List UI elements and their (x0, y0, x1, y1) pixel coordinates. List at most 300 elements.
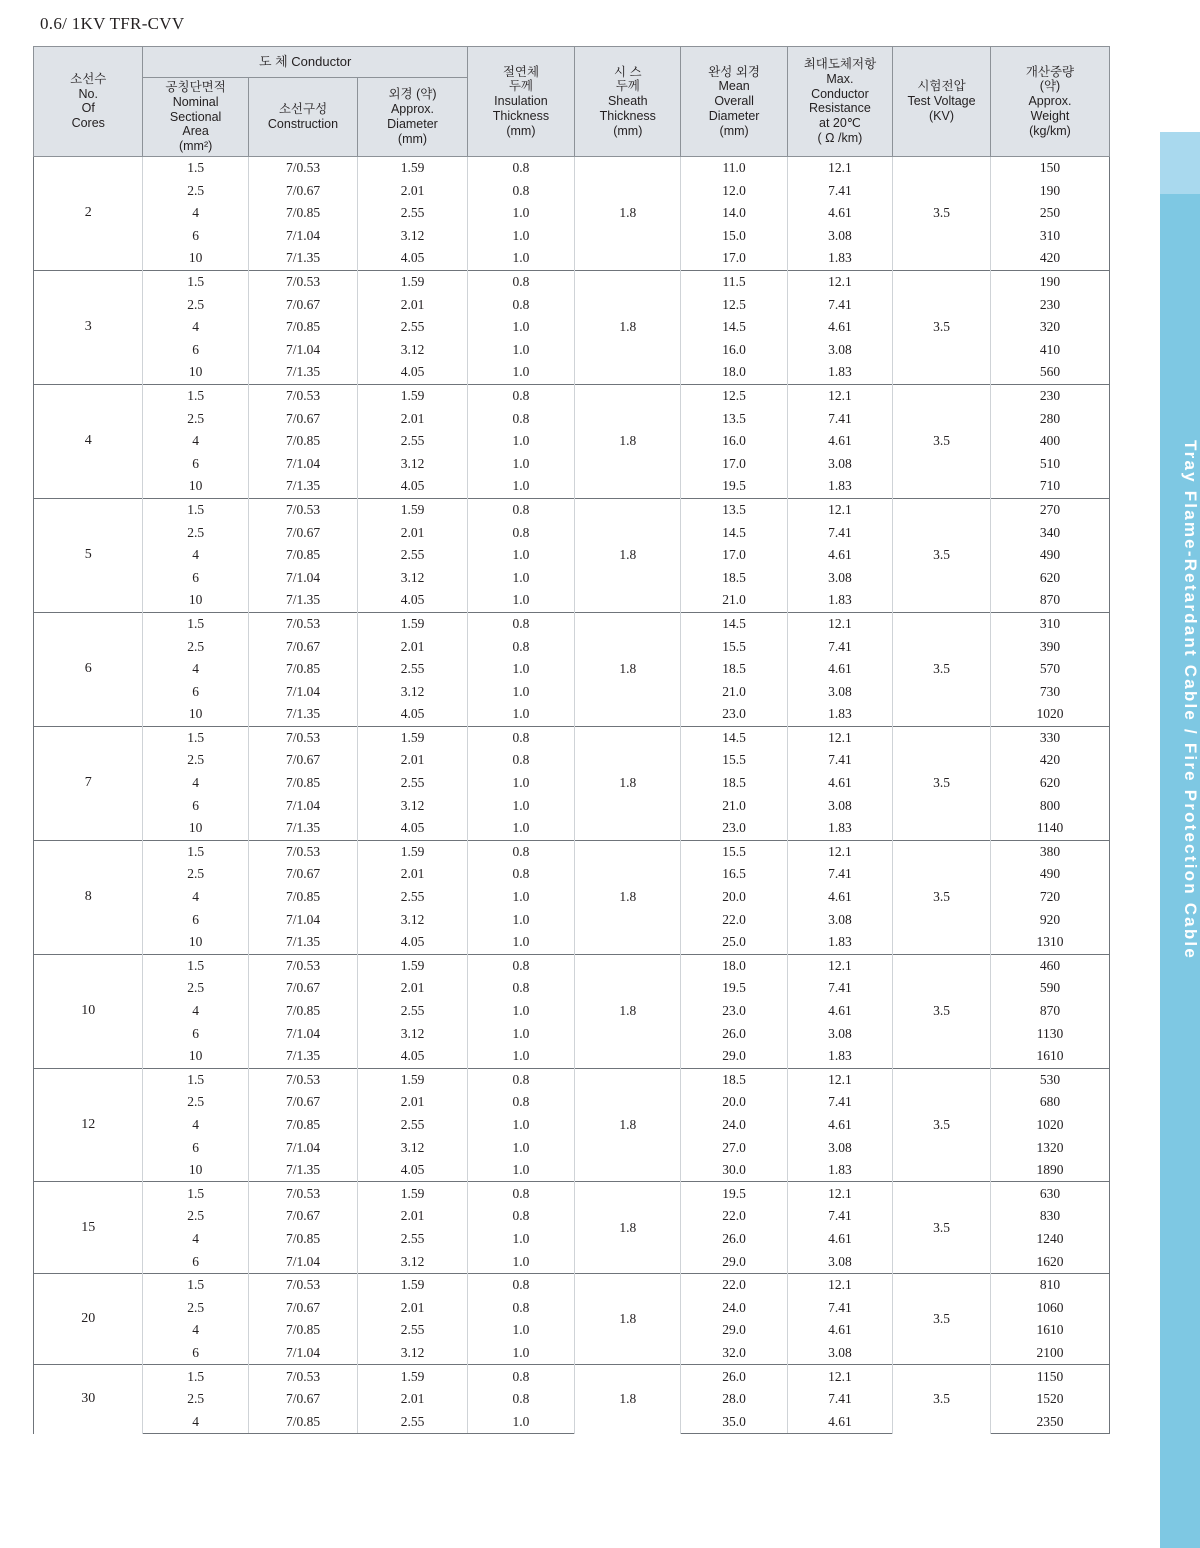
cell-test-voltage: 3.5 (893, 726, 991, 840)
cell-insulation-thickness: 1.0 (467, 794, 574, 817)
cell-approx-diameter: 1.59 (358, 384, 468, 407)
cell-approx-diameter: 1.59 (358, 612, 468, 635)
cell-mean-overall-diameter: 22.0 (681, 908, 787, 931)
cell-approx-diameter: 3.12 (358, 339, 468, 362)
cell-nominal-sectional-area: 6 (143, 1136, 248, 1159)
cell-max-conductor-resistance: 4.61 (787, 202, 892, 225)
cell-no-of-cores: 2 (34, 156, 143, 270)
cell-approx-diameter: 4.05 (358, 931, 468, 954)
table-row (34, 612, 1110, 635)
cell-construction: 7/0.85 (248, 886, 357, 909)
cell-insulation-thickness: 0.8 (467, 977, 574, 1000)
cell-approx-diameter: 1.59 (358, 270, 468, 293)
cell-nominal-sectional-area: 4 (143, 202, 248, 225)
cell-nominal-sectional-area: 2.5 (143, 521, 248, 544)
cell-max-conductor-resistance: 1.83 (787, 817, 892, 840)
cell-approx-weight: 420 (990, 749, 1109, 772)
cell-insulation-thickness: 1.0 (467, 1228, 574, 1251)
cell-max-conductor-resistance: 3.08 (787, 339, 892, 362)
cell-insulation-thickness: 1.0 (467, 1342, 574, 1365)
cell-nominal-sectional-area: 6 (143, 1022, 248, 1045)
cell-approx-diameter: 3.12 (358, 1250, 468, 1273)
cell-approx-weight: 1310 (990, 931, 1109, 954)
cell-approx-weight: 490 (990, 863, 1109, 886)
cell-construction: 7/1.35 (248, 703, 357, 726)
cell-approx-weight: 870 (990, 1000, 1109, 1023)
cell-nominal-sectional-area: 10 (143, 589, 248, 612)
cell-approx-diameter: 2.55 (358, 1228, 468, 1251)
cell-approx-diameter: 2.55 (358, 544, 468, 567)
cell-mean-overall-diameter: 29.0 (681, 1319, 787, 1342)
cell-approx-diameter: 1.59 (358, 156, 468, 179)
cell-approx-weight: 810 (990, 1273, 1109, 1296)
cell-mean-overall-diameter: 14.5 (681, 521, 787, 544)
cell-approx-diameter: 1.59 (358, 840, 468, 863)
cell-mean-overall-diameter: 28.0 (681, 1388, 787, 1411)
cell-construction: 7/0.85 (248, 1228, 357, 1251)
cell-max-conductor-resistance: 1.83 (787, 1045, 892, 1068)
cell-approx-weight: 620 (990, 772, 1109, 795)
cell-approx-weight: 1320 (990, 1136, 1109, 1159)
cell-approx-weight: 870 (990, 589, 1109, 612)
cell-max-conductor-resistance: 3.08 (787, 225, 892, 248)
cell-nominal-sectional-area: 10 (143, 1159, 248, 1182)
cell-test-voltage: 3.5 (893, 954, 991, 1068)
cell-max-conductor-resistance: 12.1 (787, 156, 892, 179)
cell-approx-diameter: 4.05 (358, 1159, 468, 1182)
cell-approx-weight: 1130 (990, 1022, 1109, 1045)
cell-no-of-cores: 5 (34, 498, 143, 612)
cell-approx-diameter: 1.59 (358, 1182, 468, 1205)
cell-approx-diameter: 2.55 (358, 316, 468, 339)
cell-sheath-thickness: 1.8 (575, 156, 681, 270)
cell-mean-overall-diameter: 22.0 (681, 1205, 787, 1228)
cell-construction: 7/0.53 (248, 1068, 357, 1091)
cell-approx-weight: 1620 (990, 1250, 1109, 1273)
cell-insulation-thickness: 1.0 (467, 202, 574, 225)
cell-nominal-sectional-area: 1.5 (143, 1365, 248, 1388)
cell-insulation-thickness: 0.8 (467, 840, 574, 863)
cell-max-conductor-resistance: 7.41 (787, 293, 892, 316)
cell-mean-overall-diameter: 18.5 (681, 772, 787, 795)
cell-approx-weight: 320 (990, 316, 1109, 339)
cell-max-conductor-resistance: 4.61 (787, 1410, 892, 1433)
cell-approx-diameter: 1.59 (358, 1273, 468, 1296)
cell-insulation-thickness: 1.0 (467, 1045, 574, 1068)
cell-approx-weight: 270 (990, 498, 1109, 521)
cell-approx-weight: 1610 (990, 1319, 1109, 1342)
cell-approx-diameter: 1.59 (358, 954, 468, 977)
cell-mean-overall-diameter: 19.5 (681, 977, 787, 1000)
cell-insulation-thickness: 1.0 (467, 1250, 574, 1273)
cell-nominal-sectional-area: 6 (143, 566, 248, 589)
cell-max-conductor-resistance: 12.1 (787, 498, 892, 521)
cell-construction: 7/0.85 (248, 202, 357, 225)
cell-approx-diameter: 3.12 (358, 908, 468, 931)
cell-sheath-thickness: 1.8 (575, 384, 681, 498)
table-header (34, 47, 1110, 157)
cell-no-of-cores: 30 (34, 1365, 143, 1434)
cell-construction: 7/1.35 (248, 1045, 357, 1068)
cell-nominal-sectional-area: 6 (143, 794, 248, 817)
cell-test-voltage: 3.5 (893, 612, 991, 726)
cell-mean-overall-diameter: 24.0 (681, 1114, 787, 1137)
cell-max-conductor-resistance: 1.83 (787, 247, 892, 270)
cell-construction: 7/0.53 (248, 954, 357, 977)
th-test-voltage: 시험전압 Test Voltage (KV) (893, 47, 991, 157)
cell-approx-diameter: 2.55 (358, 1114, 468, 1137)
cell-approx-weight: 230 (990, 293, 1109, 316)
cell-max-conductor-resistance: 3.08 (787, 566, 892, 589)
cell-max-conductor-resistance: 1.83 (787, 475, 892, 498)
cell-approx-weight: 420 (990, 247, 1109, 270)
cell-max-conductor-resistance: 12.1 (787, 1068, 892, 1091)
cell-sheath-thickness: 1.8 (575, 1365, 681, 1434)
cell-max-conductor-resistance: 4.61 (787, 1228, 892, 1251)
cell-nominal-sectional-area: 4 (143, 886, 248, 909)
th-approx-diameter: 외경 (약) Approx. Diameter (mm) (358, 78, 468, 157)
cell-insulation-thickness: 1.0 (467, 316, 574, 339)
cell-approx-weight: 570 (990, 658, 1109, 681)
cell-construction: 7/0.53 (248, 1182, 357, 1205)
cell-construction: 7/1.04 (248, 566, 357, 589)
cell-approx-diameter: 2.55 (358, 202, 468, 225)
cell-approx-weight: 490 (990, 544, 1109, 567)
cell-max-conductor-resistance: 12.1 (787, 840, 892, 863)
table-row (34, 954, 1110, 977)
cell-insulation-thickness: 1.0 (467, 886, 574, 909)
cell-construction: 7/1.04 (248, 1342, 357, 1365)
cell-mean-overall-diameter: 17.0 (681, 544, 787, 567)
cell-nominal-sectional-area: 4 (143, 1319, 248, 1342)
cell-max-conductor-resistance: 12.1 (787, 384, 892, 407)
cell-insulation-thickness: 0.8 (467, 1091, 574, 1114)
cell-construction: 7/1.04 (248, 225, 357, 248)
cell-mean-overall-diameter: 26.0 (681, 1022, 787, 1045)
table-row (34, 726, 1110, 749)
cell-mean-overall-diameter: 29.0 (681, 1250, 787, 1273)
cell-insulation-thickness: 0.8 (467, 1205, 574, 1228)
cell-max-conductor-resistance: 3.08 (787, 908, 892, 931)
cell-approx-weight: 250 (990, 202, 1109, 225)
cell-construction: 7/1.35 (248, 361, 357, 384)
cell-sheath-thickness: 1.8 (575, 1182, 681, 1273)
cell-approx-diameter: 2.01 (358, 977, 468, 1000)
cell-mean-overall-diameter: 22.0 (681, 1273, 787, 1296)
cell-construction: 7/0.53 (248, 1365, 357, 1388)
cell-insulation-thickness: 0.8 (467, 954, 574, 977)
cell-approx-diameter: 2.55 (358, 1000, 468, 1023)
cell-nominal-sectional-area: 4 (143, 1410, 248, 1433)
cell-max-conductor-resistance: 7.41 (787, 977, 892, 1000)
cell-approx-weight: 1060 (990, 1296, 1109, 1319)
cell-mean-overall-diameter: 16.5 (681, 863, 787, 886)
cell-mean-overall-diameter: 20.0 (681, 1091, 787, 1114)
cell-mean-overall-diameter: 12.0 (681, 179, 787, 202)
cell-mean-overall-diameter: 19.5 (681, 475, 787, 498)
th-max-conductor-resistance: 최대도체저항 Max. Conductor Resistance at 20℃ ( Ω /km) (787, 47, 892, 157)
cell-construction: 7/1.35 (248, 247, 357, 270)
cell-nominal-sectional-area: 10 (143, 1045, 248, 1068)
cell-approx-diameter: 2.01 (358, 293, 468, 316)
cell-mean-overall-diameter: 23.0 (681, 817, 787, 840)
cell-construction: 7/0.53 (248, 612, 357, 635)
cell-max-conductor-resistance: 7.41 (787, 1388, 892, 1411)
cell-approx-weight: 920 (990, 908, 1109, 931)
cell-construction: 7/0.85 (248, 1000, 357, 1023)
cell-max-conductor-resistance: 3.08 (787, 1022, 892, 1045)
cell-sheath-thickness: 1.8 (575, 1273, 681, 1364)
cell-max-conductor-resistance: 7.41 (787, 1205, 892, 1228)
cell-mean-overall-diameter: 26.0 (681, 1228, 787, 1251)
cell-nominal-sectional-area: 1.5 (143, 1273, 248, 1296)
cell-nominal-sectional-area: 6 (143, 1250, 248, 1273)
cell-approx-diameter: 2.01 (358, 863, 468, 886)
cell-insulation-thickness: 0.8 (467, 384, 574, 407)
cell-mean-overall-diameter: 19.5 (681, 1182, 787, 1205)
cell-construction: 7/0.67 (248, 1091, 357, 1114)
cell-approx-weight: 460 (990, 954, 1109, 977)
cell-approx-weight: 530 (990, 1068, 1109, 1091)
cell-insulation-thickness: 1.0 (467, 1114, 574, 1137)
cell-max-conductor-resistance: 7.41 (787, 635, 892, 658)
cell-approx-diameter: 2.55 (358, 658, 468, 681)
cell-insulation-thickness: 0.8 (467, 179, 574, 202)
cell-insulation-thickness: 0.8 (467, 1273, 574, 1296)
cell-nominal-sectional-area: 1.5 (143, 726, 248, 749)
cell-mean-overall-diameter: 20.0 (681, 886, 787, 909)
th-sheath-thickness: 시 스 두께 Sheath Thickness (mm) (575, 47, 681, 157)
cell-construction: 7/0.67 (248, 179, 357, 202)
cell-max-conductor-resistance: 4.61 (787, 1000, 892, 1023)
cell-nominal-sectional-area: 4 (143, 658, 248, 681)
cell-insulation-thickness: 1.0 (467, 772, 574, 795)
cell-insulation-thickness: 0.8 (467, 1296, 574, 1319)
cell-nominal-sectional-area: 4 (143, 1000, 248, 1023)
cell-approx-diameter: 3.12 (358, 1022, 468, 1045)
cell-nominal-sectional-area: 1.5 (143, 612, 248, 635)
cell-approx-diameter: 4.05 (358, 247, 468, 270)
th-cores: 소선수 No. Of Cores (34, 47, 143, 157)
cell-construction: 7/0.67 (248, 1205, 357, 1228)
cell-approx-weight: 800 (990, 794, 1109, 817)
cell-insulation-thickness: 0.8 (467, 726, 574, 749)
cell-approx-diameter: 2.01 (358, 1388, 468, 1411)
cell-approx-diameter: 3.12 (358, 1342, 468, 1365)
cell-max-conductor-resistance: 7.41 (787, 407, 892, 430)
cell-construction: 7/0.67 (248, 521, 357, 544)
cell-approx-weight: 560 (990, 361, 1109, 384)
cell-approx-diameter: 4.05 (358, 1045, 468, 1068)
cell-mean-overall-diameter: 12.5 (681, 384, 787, 407)
cell-construction: 7/0.53 (248, 270, 357, 293)
cell-insulation-thickness: 1.0 (467, 1000, 574, 1023)
cell-max-conductor-resistance: 12.1 (787, 1273, 892, 1296)
cell-nominal-sectional-area: 1.5 (143, 270, 248, 293)
cell-nominal-sectional-area: 10 (143, 247, 248, 270)
cell-max-conductor-resistance: 1.83 (787, 361, 892, 384)
cell-nominal-sectional-area: 10 (143, 475, 248, 498)
cell-construction: 7/0.85 (248, 544, 357, 567)
cell-insulation-thickness: 1.0 (467, 1159, 574, 1182)
cell-insulation-thickness: 1.0 (467, 1136, 574, 1159)
cell-approx-diameter: 2.55 (358, 772, 468, 795)
cell-construction: 7/1.04 (248, 908, 357, 931)
cell-insulation-thickness: 0.8 (467, 156, 574, 179)
cell-mean-overall-diameter: 14.5 (681, 316, 787, 339)
cell-construction: 7/0.53 (248, 498, 357, 521)
table-row (34, 1273, 1110, 1296)
cell-max-conductor-resistance: 1.83 (787, 703, 892, 726)
cell-mean-overall-diameter: 15.0 (681, 225, 787, 248)
cell-nominal-sectional-area: 6 (143, 908, 248, 931)
cell-approx-diameter: 4.05 (358, 475, 468, 498)
cell-insulation-thickness: 1.0 (467, 361, 574, 384)
cell-sheath-thickness: 1.8 (575, 498, 681, 612)
cell-max-conductor-resistance: 7.41 (787, 521, 892, 544)
cell-approx-diameter: 2.01 (358, 407, 468, 430)
table-row (34, 384, 1110, 407)
cell-insulation-thickness: 1.0 (467, 452, 574, 475)
table-row (34, 840, 1110, 863)
cell-insulation-thickness: 1.0 (467, 225, 574, 248)
cell-construction: 7/0.85 (248, 1319, 357, 1342)
cell-mean-overall-diameter: 21.0 (681, 794, 787, 817)
cell-test-voltage: 3.5 (893, 1182, 991, 1273)
cell-approx-weight: 2350 (990, 1410, 1109, 1433)
cell-approx-diameter: 3.12 (358, 680, 468, 703)
cell-construction: 7/0.85 (248, 316, 357, 339)
cell-mean-overall-diameter: 18.5 (681, 566, 787, 589)
cell-nominal-sectional-area: 2.5 (143, 1296, 248, 1319)
cell-insulation-thickness: 1.0 (467, 544, 574, 567)
cell-approx-weight: 710 (990, 475, 1109, 498)
side-tab-cap (1160, 132, 1200, 194)
cell-construction: 7/1.04 (248, 1250, 357, 1273)
cell-construction: 7/1.04 (248, 680, 357, 703)
cell-approx-diameter: 2.01 (358, 749, 468, 772)
table-row (34, 270, 1110, 293)
cell-approx-weight: 410 (990, 339, 1109, 362)
cell-approx-weight: 1520 (990, 1388, 1109, 1411)
cell-construction: 7/1.35 (248, 931, 357, 954)
cell-approx-weight: 1890 (990, 1159, 1109, 1182)
cell-max-conductor-resistance: 4.61 (787, 1114, 892, 1137)
cell-nominal-sectional-area: 2.5 (143, 977, 248, 1000)
cell-mean-overall-diameter: 13.5 (681, 498, 787, 521)
cell-approx-weight: 340 (990, 521, 1109, 544)
cell-test-voltage: 3.5 (893, 1365, 991, 1434)
cell-mean-overall-diameter: 15.5 (681, 840, 787, 863)
cell-approx-weight: 1610 (990, 1045, 1109, 1068)
cell-approx-weight: 1140 (990, 817, 1109, 840)
cell-test-voltage: 3.5 (893, 156, 991, 270)
cell-mean-overall-diameter: 27.0 (681, 1136, 787, 1159)
cell-approx-diameter: 3.12 (358, 566, 468, 589)
cell-construction: 7/1.04 (248, 452, 357, 475)
cell-max-conductor-resistance: 3.08 (787, 452, 892, 475)
cell-insulation-thickness: 0.8 (467, 1182, 574, 1205)
cell-approx-diameter: 2.55 (358, 886, 468, 909)
cell-nominal-sectional-area: 6 (143, 225, 248, 248)
cell-approx-diameter: 4.05 (358, 817, 468, 840)
cell-max-conductor-resistance: 3.08 (787, 1342, 892, 1365)
cell-nominal-sectional-area: 1.5 (143, 384, 248, 407)
cell-approx-weight: 830 (990, 1205, 1109, 1228)
cell-nominal-sectional-area: 6 (143, 339, 248, 362)
cell-mean-overall-diameter: 11.0 (681, 156, 787, 179)
cell-construction: 7/1.35 (248, 475, 357, 498)
cell-approx-diameter: 2.01 (358, 1296, 468, 1319)
table-body (34, 156, 1110, 1433)
th-conductor-group: 도 체 Conductor (143, 47, 467, 78)
cell-max-conductor-resistance: 4.61 (787, 886, 892, 909)
cell-approx-weight: 150 (990, 156, 1109, 179)
cell-construction: 7/0.85 (248, 1410, 357, 1433)
cell-mean-overall-diameter: 24.0 (681, 1296, 787, 1319)
cell-no-of-cores: 6 (34, 612, 143, 726)
cell-nominal-sectional-area: 2.5 (143, 293, 248, 316)
cell-construction: 7/1.35 (248, 817, 357, 840)
cell-mean-overall-diameter: 16.0 (681, 430, 787, 453)
cell-approx-diameter: 2.55 (358, 430, 468, 453)
cell-insulation-thickness: 0.8 (467, 635, 574, 658)
cell-mean-overall-diameter: 11.5 (681, 270, 787, 293)
cell-approx-weight: 620 (990, 566, 1109, 589)
cell-insulation-thickness: 1.0 (467, 566, 574, 589)
cell-nominal-sectional-area: 10 (143, 931, 248, 954)
spec-table-wrap (33, 46, 1110, 1434)
cell-no-of-cores: 15 (34, 1182, 143, 1273)
cell-insulation-thickness: 1.0 (467, 817, 574, 840)
cell-approx-weight: 720 (990, 886, 1109, 909)
cell-sheath-thickness: 1.8 (575, 954, 681, 1068)
cell-insulation-thickness: 1.0 (467, 931, 574, 954)
cell-mean-overall-diameter: 29.0 (681, 1045, 787, 1068)
cell-mean-overall-diameter: 14.5 (681, 612, 787, 635)
cell-nominal-sectional-area: 2.5 (143, 863, 248, 886)
cell-sheath-thickness: 1.8 (575, 270, 681, 384)
cell-insulation-thickness: 0.8 (467, 521, 574, 544)
cell-insulation-thickness: 0.8 (467, 498, 574, 521)
cell-mean-overall-diameter: 17.0 (681, 247, 787, 270)
cell-nominal-sectional-area: 1.5 (143, 840, 248, 863)
cell-test-voltage: 3.5 (893, 1068, 991, 1182)
cell-test-voltage: 3.5 (893, 270, 991, 384)
cell-approx-diameter: 1.59 (358, 498, 468, 521)
cell-no-of-cores: 8 (34, 840, 143, 954)
cell-insulation-thickness: 0.8 (467, 407, 574, 430)
cell-max-conductor-resistance: 3.08 (787, 1136, 892, 1159)
cell-approx-weight: 730 (990, 680, 1109, 703)
cell-approx-diameter: 2.01 (358, 1091, 468, 1114)
cell-approx-weight: 190 (990, 179, 1109, 202)
cell-nominal-sectional-area: 4 (143, 1114, 248, 1137)
cell-approx-diameter: 3.12 (358, 794, 468, 817)
cell-nominal-sectional-area: 1.5 (143, 1068, 248, 1091)
cell-mean-overall-diameter: 18.5 (681, 658, 787, 681)
cell-approx-diameter: 3.12 (358, 452, 468, 475)
cell-approx-weight: 680 (990, 1091, 1109, 1114)
cell-insulation-thickness: 1.0 (467, 1022, 574, 1045)
cell-construction: 7/1.04 (248, 339, 357, 362)
cell-approx-weight: 310 (990, 612, 1109, 635)
cell-construction: 7/1.04 (248, 794, 357, 817)
cell-construction: 7/0.85 (248, 658, 357, 681)
cell-insulation-thickness: 0.8 (467, 1068, 574, 1091)
cell-approx-diameter: 4.05 (358, 589, 468, 612)
cell-insulation-thickness: 1.0 (467, 430, 574, 453)
